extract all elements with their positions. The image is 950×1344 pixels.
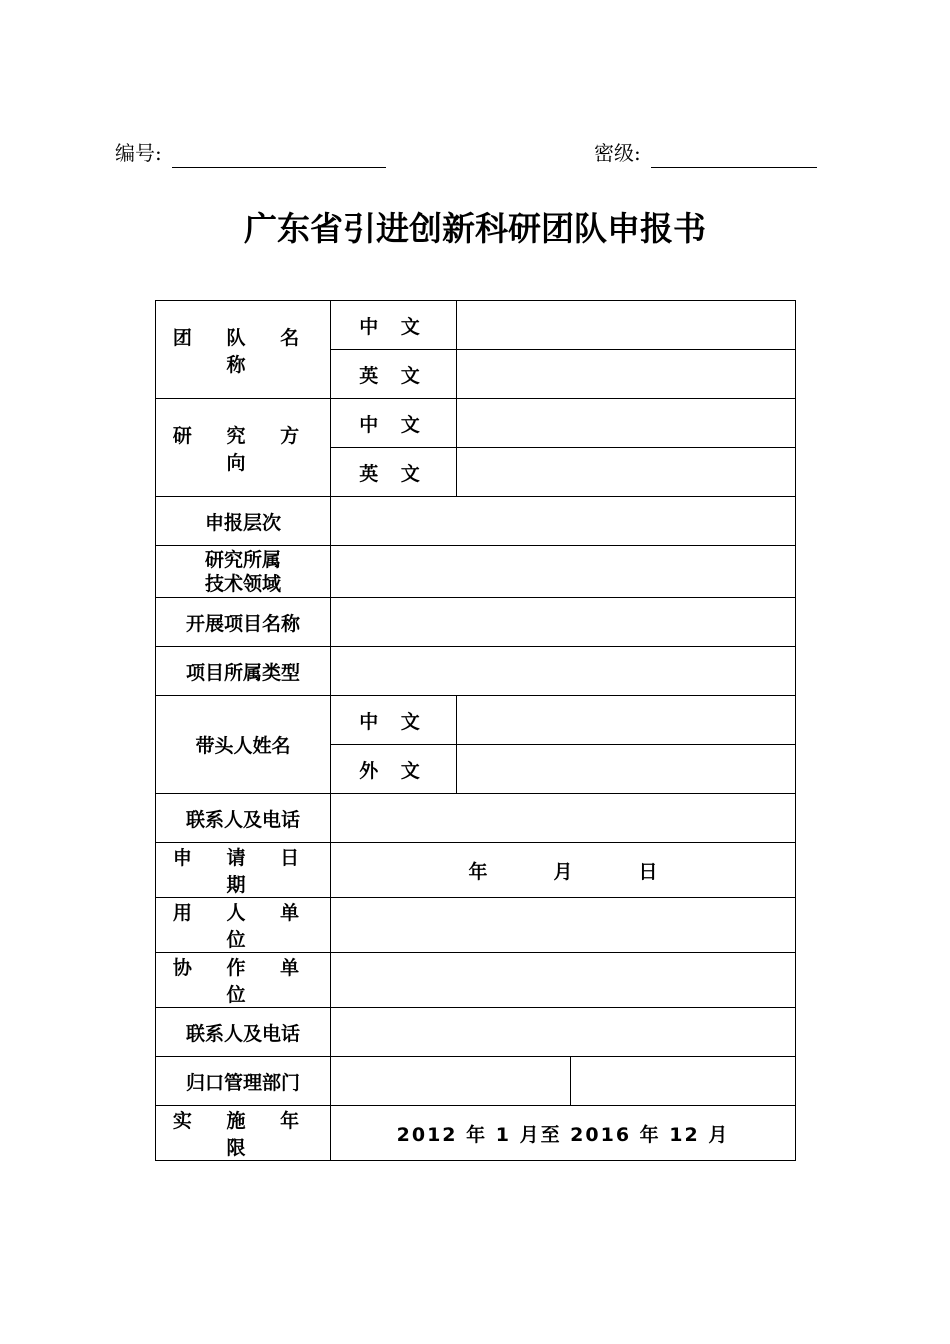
report-level-label: 申报层次 xyxy=(156,497,331,546)
number-field xyxy=(115,138,386,168)
apply-date-field[interactable] xyxy=(331,843,796,898)
team-name-cn-label: 中 文 xyxy=(331,301,457,350)
tech-field-label-line2: 技术领域 xyxy=(204,572,281,595)
period-value: 2012 年 1 月至 2016 年 12 月 xyxy=(331,1106,796,1161)
team-name-cn-field[interactable] xyxy=(457,301,796,350)
partner-label: 协 作 单 位 xyxy=(156,953,331,1008)
number-label: 编号: xyxy=(115,141,162,165)
project-name-label: 开展项目名称 xyxy=(156,598,331,647)
apply-date-year: 年 xyxy=(468,860,488,883)
leader-name-label: 带头人姓名 xyxy=(156,696,331,794)
department-field-a[interactable] xyxy=(331,1057,571,1106)
team-name-en-field[interactable] xyxy=(457,350,796,399)
project-name-field[interactable] xyxy=(331,598,796,647)
research-direction-en-field[interactable] xyxy=(457,448,796,497)
research-direction-en-label: 英 文 xyxy=(331,448,457,497)
project-type-field[interactable] xyxy=(331,647,796,696)
secret-level-field xyxy=(594,138,817,168)
apply-date-month: 月 xyxy=(553,860,573,883)
tech-field-field[interactable] xyxy=(331,546,796,598)
contact-1-label: 联系人及电话 xyxy=(156,794,331,843)
tech-field-label xyxy=(156,546,331,598)
research-direction-cn-field[interactable] xyxy=(457,399,796,448)
research-direction-label: 研 究 方 向 xyxy=(156,399,331,497)
project-type-label: 项目所属类型 xyxy=(156,647,331,696)
employer-field[interactable] xyxy=(331,898,796,953)
contact-1-field[interactable] xyxy=(331,794,796,843)
report-level-field[interactable] xyxy=(331,497,796,546)
period-label: 实 施 年 限 xyxy=(156,1106,331,1161)
contact-2-label: 联系人及电话 xyxy=(156,1008,331,1057)
contact-2-field[interactable] xyxy=(331,1008,796,1057)
secret-level-label: 密级: xyxy=(594,141,641,165)
leader-name-foreign-label: 外 文 xyxy=(331,745,457,794)
leader-name-foreign-field[interactable] xyxy=(457,745,796,794)
tech-field-label-line1: 研究所属 xyxy=(204,548,281,571)
employer-label: 用 人 单 位 xyxy=(156,898,331,953)
leader-name-cn-label: 中 文 xyxy=(331,696,457,745)
document-title: 广东省引进创新科研团队申报书 xyxy=(244,209,706,248)
leader-name-cn-field[interactable] xyxy=(457,696,796,745)
number-blank[interactable] xyxy=(172,145,386,168)
department-field-b[interactable] xyxy=(571,1057,796,1106)
apply-date-day: 日 xyxy=(638,860,658,883)
secret-level-blank[interactable] xyxy=(651,145,817,168)
partner-field[interactable] xyxy=(331,953,796,1008)
research-direction-cn-label: 中 文 xyxy=(331,399,457,448)
team-name-en-label: 英 文 xyxy=(331,350,457,399)
team-name-label: 团 队 名 称 xyxy=(156,301,331,399)
apply-date-label: 申 请 日 期 xyxy=(156,843,331,898)
department-label: 归口管理部门 xyxy=(156,1057,331,1106)
application-form xyxy=(155,300,796,1161)
